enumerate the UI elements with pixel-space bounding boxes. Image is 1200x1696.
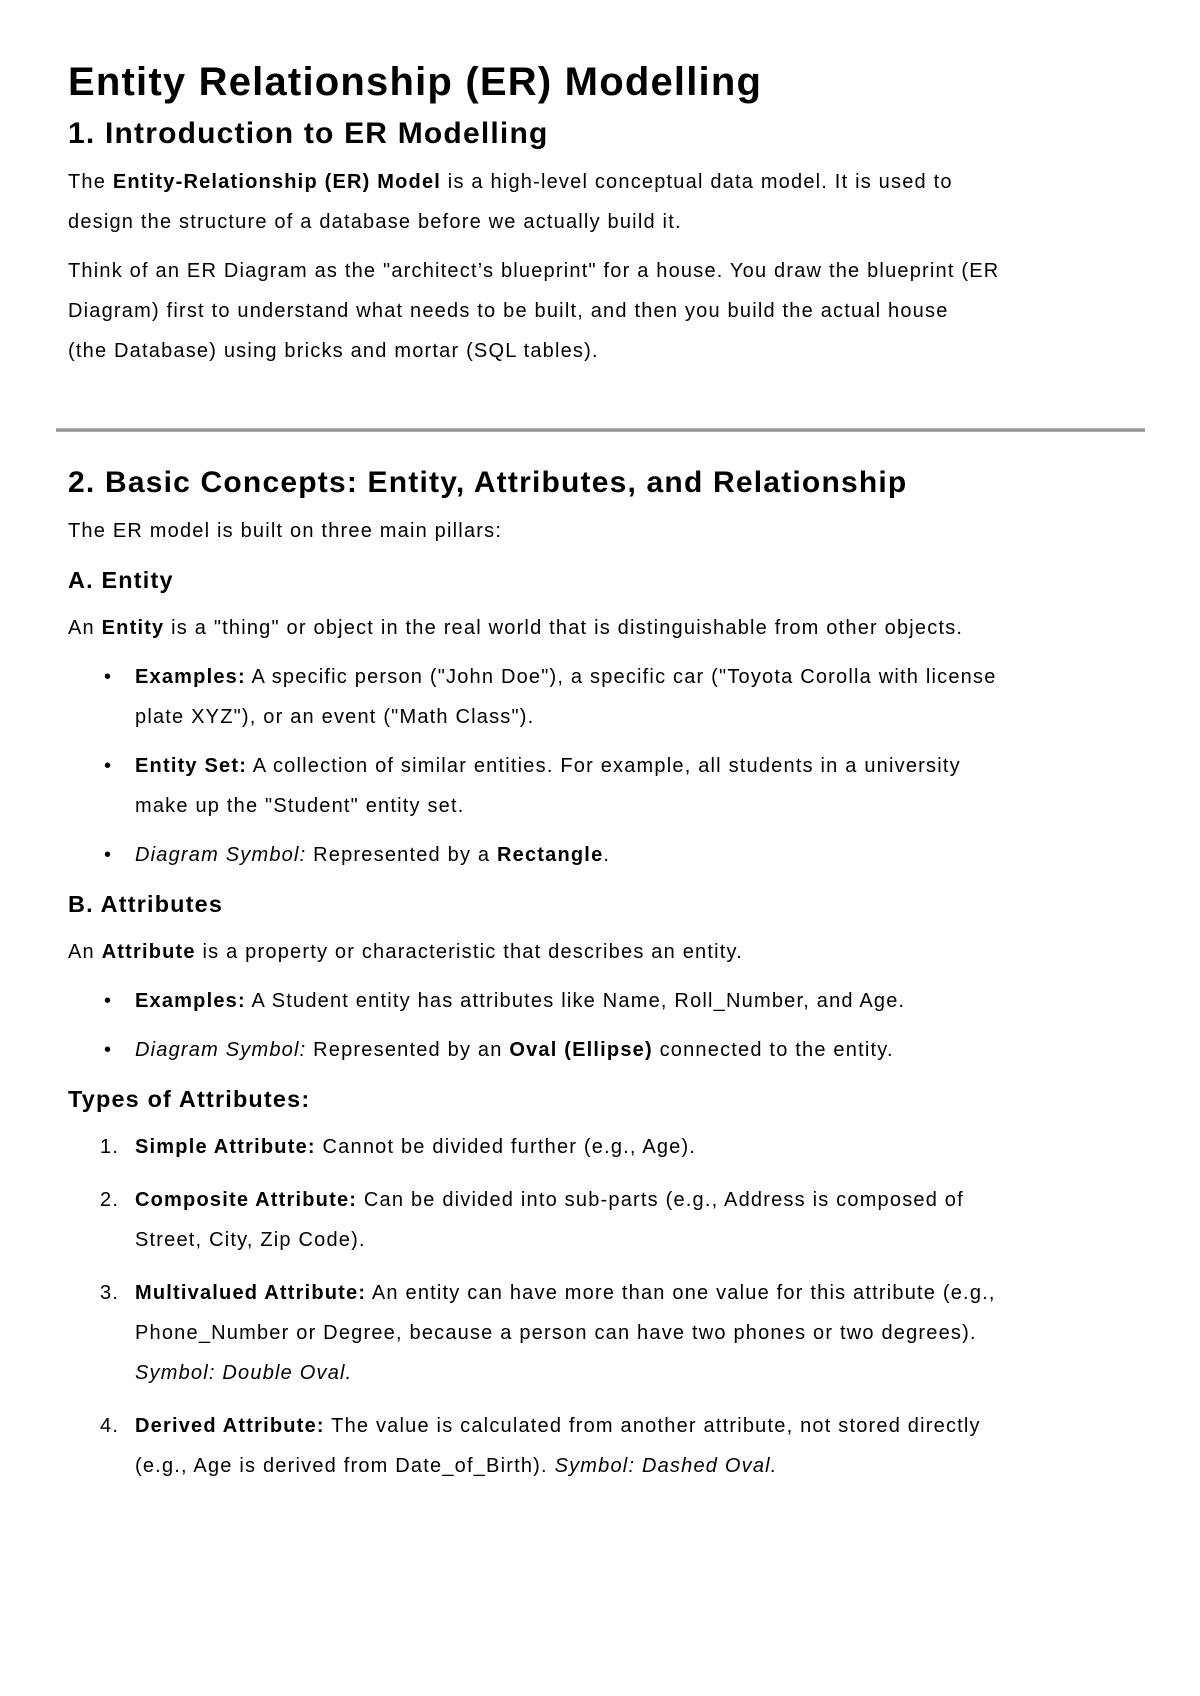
- bullet-item: [68, 981, 1134, 1021]
- bullet-item: [68, 1030, 1134, 1070]
- bullet-marker: •: [104, 666, 113, 688]
- bullet-marker: •: [104, 1039, 113, 1061]
- bullet-marker: •: [104, 990, 113, 1012]
- item-text: Derived Attribute: The value is calculated from another attribute, not stored directly (e.g., Age is derived from Date_of_Birth). Symbol: Dashed Oval.: [135, 1415, 981, 1477]
- item-text: Multivalued Attribute: An entity can have more than one value for this attribute (e.g., Phone_Number or Degree, because a person can have two phones or two degrees). Symbol: Double Oval.: [135, 1282, 996, 1384]
- numbered-item: [68, 1127, 1134, 1167]
- attributes-bullet-list: [68, 981, 1134, 1070]
- section-2-heading: 2. Basic Concepts: Entity, Attributes, and Relationship: [68, 466, 908, 499]
- pillars-paragraph: The ER model is built on three main pillars:: [68, 520, 503, 542]
- entity-paragraph: An Entity is a "thing" or object in the real world that is distinguishable from other objects.: [68, 617, 964, 639]
- item-text: Composite Attribute: Can be divided into sub-parts (e.g., Address is composed of Street, City, Zip Code).: [135, 1189, 964, 1251]
- attributes-paragraph: An Attribute is a property or characteristic that describes an entity.: [68, 941, 743, 963]
- item-text: Simple Attribute: Cannot be divided further (e.g., Age).: [135, 1136, 697, 1158]
- section-divider: [56, 428, 1145, 432]
- bullet-marker: •: [104, 755, 113, 777]
- item-number: 2.: [100, 1189, 120, 1211]
- document-title: Entity Relationship (ER) Modelling: [68, 60, 763, 104]
- types-numbered-list: [68, 1127, 1134, 1486]
- attributes-heading: B. Attributes: [68, 891, 224, 917]
- numbered-item: [68, 1406, 1134, 1486]
- item-number: 1.: [100, 1136, 120, 1158]
- bullet-item: [68, 746, 1134, 826]
- section-1-heading: 1. Introduction to ER Modelling: [68, 117, 549, 150]
- types-heading: Types of Attributes:: [68, 1086, 311, 1112]
- bullet-text: Diagram Symbol: Represented by a Rectangle.: [135, 844, 611, 866]
- numbered-item: [68, 1273, 1134, 1393]
- intro-paragraph-1: The Entity-Relationship (ER) Model is a high-level conceptual data model. It is used to design the structure of a database before we actually build it.: [68, 171, 953, 233]
- item-number: 4.: [100, 1415, 120, 1437]
- bullet-marker: •: [104, 844, 113, 866]
- entity-bullet-list: [68, 657, 1134, 875]
- item-number: 3.: [100, 1282, 120, 1304]
- bullet-item: [68, 657, 1134, 737]
- bullet-text: Examples: A Student entity has attributes like Name, Roll_Number, and Age.: [135, 990, 906, 1012]
- numbered-item: [68, 1180, 1134, 1260]
- bullet-text: Entity Set: A collection of similar entities. For example, all students in a university make up the "Student" entity set.: [135, 755, 961, 817]
- bullet-text: Diagram Symbol: Represented by an Oval (Ellipse) connected to the entity.: [135, 1039, 894, 1061]
- intro-paragraph-2: Think of an ER Diagram as the "architect’s blueprint" for a house. You draw the blueprint (ER Diagram) first to understand what needs to be built, and then you build the actual house (the Database) using bricks and mortar (SQL tables).: [68, 260, 1000, 362]
- entity-heading: A. Entity: [68, 567, 174, 593]
- bullet-text: Examples: A specific person ("John Doe"), a specific car ("Toyota Corolla with license plate XYZ"), or an event ("Math Class").: [135, 666, 997, 728]
- bullet-item: [68, 835, 1134, 875]
